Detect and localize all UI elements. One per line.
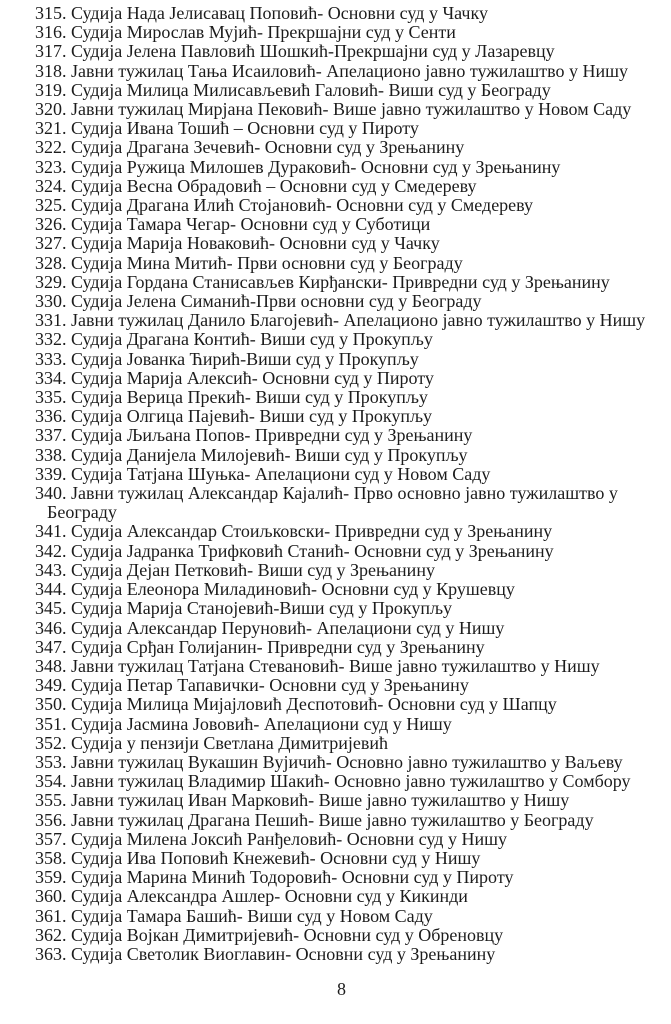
item-number: 349. [35,675,67,696]
list-item [35,291,671,312]
item-text: Судија Марина Минић Тодоровић- Основни суд у Пироту [71,867,514,888]
item-text: Судија Јасмина Јововић- Апелациони суд у Нишу [71,713,452,734]
item-text: Судија Александар Перуновић- Апелациони суд у Нишу [71,617,505,638]
list-item [35,483,671,523]
item-number: 315. [35,3,67,23]
item-text: Судија Милица Милисављевић Галовић- Виши суд у Београду [71,79,551,100]
list-item [35,867,671,888]
item-number: 323. [35,156,67,177]
list-item [35,905,671,926]
list-item [35,348,671,369]
list-item [35,713,671,734]
item-text: Судија Весна Обрадовић – Основни суд у Смедереву [71,175,477,196]
item-text: Јавни тужилац Драгана Пешић- Више јавно тужилаштво у Београду [71,809,594,830]
list-item [35,3,671,23]
item-number: 356. [35,809,67,830]
list-item [35,771,671,792]
list-item [35,329,671,350]
item-number: 362. [35,924,67,945]
list-item [35,809,671,830]
list-item [35,252,671,273]
list-item [35,137,671,158]
item-text: Судија Срђан Голијанин- Привредни суд у Зрењанину [71,636,485,657]
list-item [35,463,671,484]
item-text: Судија Ивана Тошић – Основни суд у Пироту [71,118,419,139]
list-item [35,598,671,619]
list-item [35,636,671,657]
list-item [35,60,671,81]
item-text-continued: Београду [47,502,117,523]
item-text: Судија Војкан Димитријевић- Основни суд у Обреновцу [71,924,504,945]
item-number: 338. [35,444,67,465]
item-number: 318. [35,60,67,81]
item-number: 358. [35,847,67,868]
item-number: 359. [35,867,67,888]
item-text: Судија Данијела Милојевић- Виши суд у Прокупљу [71,444,468,465]
list-item [35,214,671,235]
item-text: Јавни тужилац Мирјана Пековић- Више јавно тужилаштво у Новом Саду [71,99,632,120]
item-number: 324. [35,175,67,196]
item-text: Судија Јадранка Трифковић Станић- Основни суд у Зрењанину [71,540,554,561]
list-item [35,41,671,62]
list-item [35,444,671,465]
item-number: 363. [35,943,67,964]
list-item [35,310,671,331]
list-item [35,617,671,638]
item-text: Судија Марија Алексић- Основни суд у Пироту [71,367,434,388]
item-number: 343. [35,559,67,580]
item-text: Јавни тужилац Вукашин Вујичић- Основно јавно тужилаштво у Ваљеву [71,751,623,772]
item-number: 351. [35,713,67,734]
item-number: 337. [35,425,67,446]
list-item [35,943,671,964]
list-item [35,828,671,849]
item-text: Судија Александра Ашлер- Основни суд у Кикинди [71,886,468,907]
item-text: Судија Драгана Илић Стојановић- Основни суд у Смедереву [71,195,534,216]
item-text: Јавни тужилац Иван Марковић- Више јавно тужилаштво у Нишу [71,790,570,811]
item-text: Судија Драгана Контић- Виши суд у Прокупљу [71,329,433,350]
list-item [35,694,671,715]
item-text: Судија Светолик Виоглавин- Основни суд у Зрењанину [71,943,496,964]
item-text: Јавни тужилац Татјана Стевановић- Више јавно тужилаштво у Нишу [71,655,600,676]
list-item [35,847,671,868]
page-number: 8 [337,979,346,999]
item-text: Судија Тамара Чегар- Основни суд у Суботици [71,214,431,235]
item-text: Судија Елеонора Миладиновић- Основни суд у Крушевцу [71,579,515,600]
item-number: 348. [35,655,67,676]
item-number: 350. [35,694,67,715]
item-number: 335. [35,387,67,408]
item-number: 342. [35,540,67,561]
item-text: Судија Драгана Зечевић- Основни суд у Зрењанину [71,137,465,158]
item-text: Судија Мина Митић- Први основни суд у Београду [71,252,463,273]
item-number: 334. [35,367,67,388]
list-item [35,156,671,177]
item-text: Судија у пензији Светлана Димитријевић [71,732,389,753]
item-number: 316. [35,22,67,43]
list-item [35,195,671,216]
list-item [35,387,671,408]
item-text: Судија Јованка Ћирић-Виши суд у Прокупљу [71,348,419,369]
item-text: Судија Нада Јелисавац Поповић- Основни суд у Чачку [71,3,488,23]
list-item [35,655,671,676]
item-number: 325. [35,195,67,216]
item-text: Судија Јелена Симанић-Први основни суд у Београду [71,291,482,312]
item-number: 322. [35,137,67,158]
list-item [35,559,671,580]
item-text: Судија Јелена Павловић Шошкић-Прекршајни суд у Лазаревцу [71,41,555,62]
item-text: Судија Ива Поповић Кнежевић- Основни суд у Нишу [71,847,481,868]
list-item [35,79,671,100]
item-number: 333. [35,348,67,369]
item-text: Јавни тужилац Владимир Шакић- Основно јавно тужилаштво у Сомбору [71,771,631,792]
item-text: Судија Милена Јоксић Ранђеловић- Основни суд у Нишу [71,828,507,849]
list-item [35,521,671,542]
item-text: Судија Мирослав Мујић- Прекршајни суд у Сенти [71,22,456,43]
item-text: Судија Татјана Шуњка- Апелациони суд у Новом Саду [71,463,491,484]
list-item [35,751,671,772]
list-item [35,540,671,561]
item-text: Судија Дејан Петковић- Виши суд у Зрењанину [71,559,435,580]
list-item [35,675,671,696]
item-text: Судија Гордана Станисављев Кирђански- Привредни суд у Зрењанину [71,271,610,292]
list-item [35,271,671,292]
item-number: 346. [35,617,67,638]
item-number: 317. [35,41,67,62]
item-number: 353. [35,751,67,772]
item-number: 341. [35,521,67,542]
item-number: 330. [35,291,67,312]
list-item [35,175,671,196]
item-number: 339. [35,463,67,484]
item-number: 340. [35,483,67,504]
item-text: Јавни тужилац Александар Кајалић- Прво основно јавно тужилаштво у [71,483,618,504]
item-text: Судија Тамара Башић- Виши суд у Новом Саду [71,905,433,926]
item-text: Јавни тужилац Тања Исаиловић- Апелационо јавно тужилаштво у Нишу [71,60,628,81]
item-number: 354. [35,771,67,792]
item-number: 328. [35,252,67,273]
item-number: 320. [35,99,67,120]
list-item [35,790,671,811]
item-number: 345. [35,598,67,619]
list-item [35,367,671,388]
list-item [35,22,671,43]
item-text: Судија Петар Тапавички- Основни суд у Зрењанину [71,675,469,696]
item-text: Судија Милица Мијајловић Деспотовић- Основни суд у Шапцу [71,694,557,715]
item-number: 319. [35,79,67,100]
item-number: 331. [35,310,67,331]
item-text: Судија Љиљана Попов- Привредни суд у Зрењанину [71,425,473,446]
item-number: 332. [35,329,67,350]
item-text: Судија Марија Станојевић-Виши суд у Прокупљу [71,598,453,619]
item-number: 327. [35,233,67,254]
item-number: 321. [35,118,67,139]
item-number: 361. [35,905,67,926]
list-item [35,732,671,753]
item-number: 344. [35,579,67,600]
item-number: 355. [35,790,67,811]
item-text: Судија Александар Стоиљковски- Привредни суд у Зрењанину [71,521,553,542]
list-item [35,118,671,139]
item-text: Судија Верица Прекић- Виши суд у Прокупљу [71,387,428,408]
item-number: 326. [35,214,67,235]
list-item [35,425,671,446]
list-item [35,886,671,907]
list-item [35,579,671,600]
item-text: Судија Ружица Милошев Дураковић- Основни суд у Зрењанину [71,156,561,177]
list-item [35,924,671,945]
list-item [35,406,671,427]
item-number: 336. [35,406,67,427]
item-text: Судија Олгица Пајевић- Виши суд у Прокупљу [71,406,433,427]
item-number: 347. [35,636,67,657]
list-item [35,233,671,254]
item-number: 360. [35,886,67,907]
item-text: Судија Марија Новаковић- Основни суд у Чачку [71,233,440,254]
item-number: 357. [35,828,67,849]
item-number: 329. [35,271,67,292]
item-text: Јавни тужилац Данило Благојевић- Апелационо јавно тужилаштво у Нишу [71,310,646,331]
list-item [35,99,671,120]
item-number: 352. [35,732,67,753]
